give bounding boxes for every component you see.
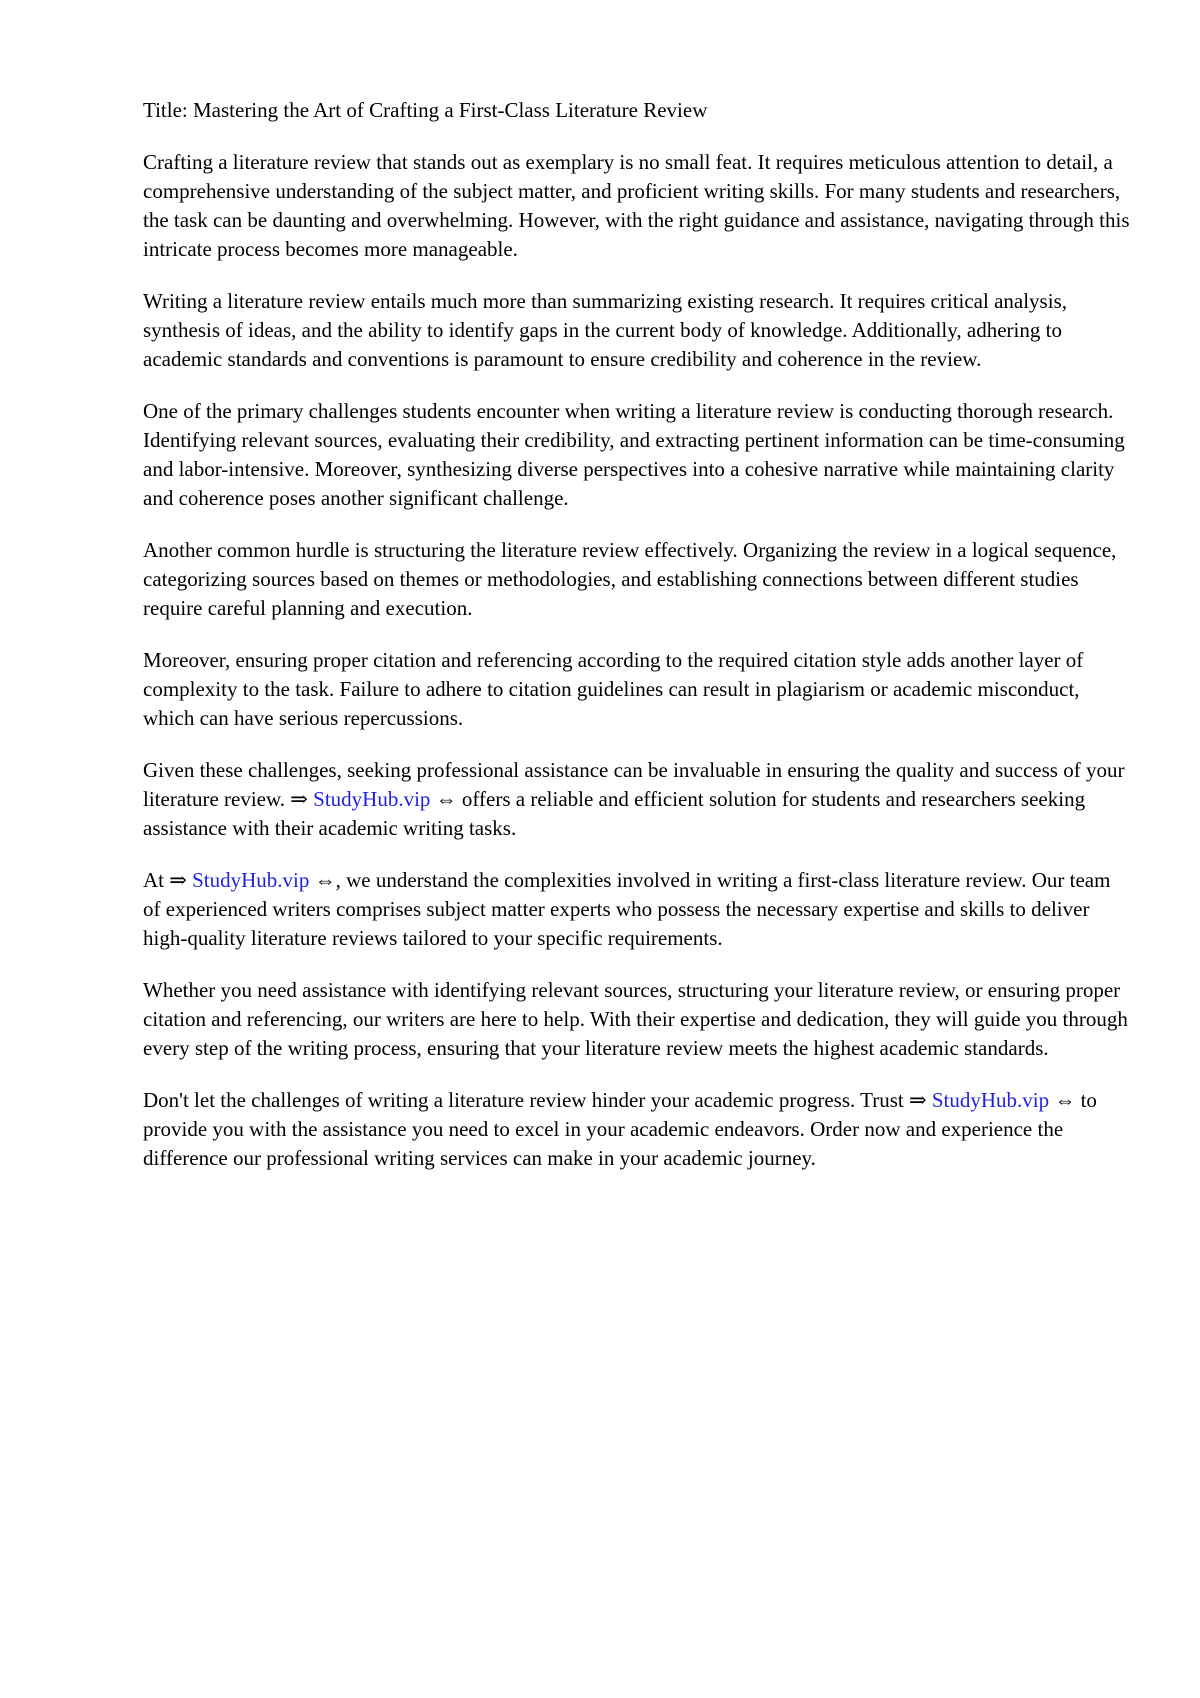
paragraph-about bbox=[143, 866, 1133, 953]
document-page bbox=[143, 96, 1133, 1196]
paragraph-citation: Moreover, ensuring proper citation and referencing according to the required citation style adds another layer of complexity to the task. Failure to adhere to citation guidelines can result in plagiarism or academic misconduct, which can have serious repercussions. bbox=[143, 648, 1084, 730]
paragraph-assistance-text-after: ⇔ offers a reliable and efficient solution for students and researchers seeking assistance with their academic writing tasks. bbox=[143, 787, 1086, 840]
paragraph-about-text-after: ⇔, we understand the complexities involved in writing a first-class literature review. Our team of experienced writers comprises subject matter experts who possess the necessary expertise and skills to deliver high-quality literature reviews tailored to your specific requirements. bbox=[143, 868, 1111, 950]
paragraph-writing-review: Writing a literature review entails much more than summarizing existing research. It requires critical analysis, synthesis of ideas, and the ability to identify gaps in the current body of knowledge. Additionally, adhering to academic standards and conventions is paramount to ensure credibility and coherence in the review. bbox=[143, 289, 1067, 371]
studyhub-link-1[interactable]: StudyHub.vip bbox=[313, 787, 431, 811]
paragraph-structuring: Another common hurdle is structuring the literature review effectively. Organizing the review in a logical sequence, categorizing sources based on themes or methodologies, and establishing connections between different studies require careful planning and execution. bbox=[143, 538, 1117, 620]
paragraph-about-text-before: At ⇒ bbox=[143, 868, 193, 892]
paragraph-closing-text-before: Don't let the challenges of writing a literature review hinder your academic progress. Trust ⇒ bbox=[143, 1088, 932, 1112]
paragraph-assistance-text-before: Given these challenges, seeking professional assistance can be invaluable in ensuring the quality and success of your literature review. ⇒ bbox=[143, 758, 1125, 811]
studyhub-link-3[interactable]: StudyHub.vip bbox=[931, 1088, 1050, 1112]
paragraph-closing bbox=[143, 1086, 1133, 1173]
paragraph-intro: Crafting a literature review that stands out as exemplary is no small feat. It requires meticulous attention to detail, a comprehensive understanding of the subject matter, and proficient writing skills. For many students and researchers, the task can be daunting and overwhelming. However, with the right guidance and assistance, navigating through this intricate process becomes more manageable. bbox=[143, 150, 1130, 261]
studyhub-link-2[interactable]: StudyHub.vip bbox=[192, 868, 310, 892]
paragraph-closing-text-after: ⇔ to provide you with the assistance you need to excel in your academic endeavors. Order now and experience the difference our professional writing services can make in your academic journey. bbox=[143, 1088, 1097, 1170]
document-title: Title: Mastering the Art of Crafting a First-Class Literature Review bbox=[143, 98, 708, 122]
paragraph-challenges: One of the primary challenges students encounter when writing a literature review is conducting thorough research. Identifying relevant sources, evaluating their credibility, and extracting pertinent information can be time-consuming and labor-intensive. Moreover, synthesizing diverse perspectives into a cohesive narrative while maintaining clarity and coherence poses another significant challenge. bbox=[143, 399, 1125, 510]
paragraph-assistance bbox=[143, 756, 1133, 843]
paragraph-help: Whether you need assistance with identifying relevant sources, structuring your literature review, or ensuring proper citation and referencing, our writers are here to help. With their expertise and dedication, they will guide you through every step of the writing process, ensuring that your literature review meets the highest academic standards. bbox=[143, 978, 1128, 1060]
